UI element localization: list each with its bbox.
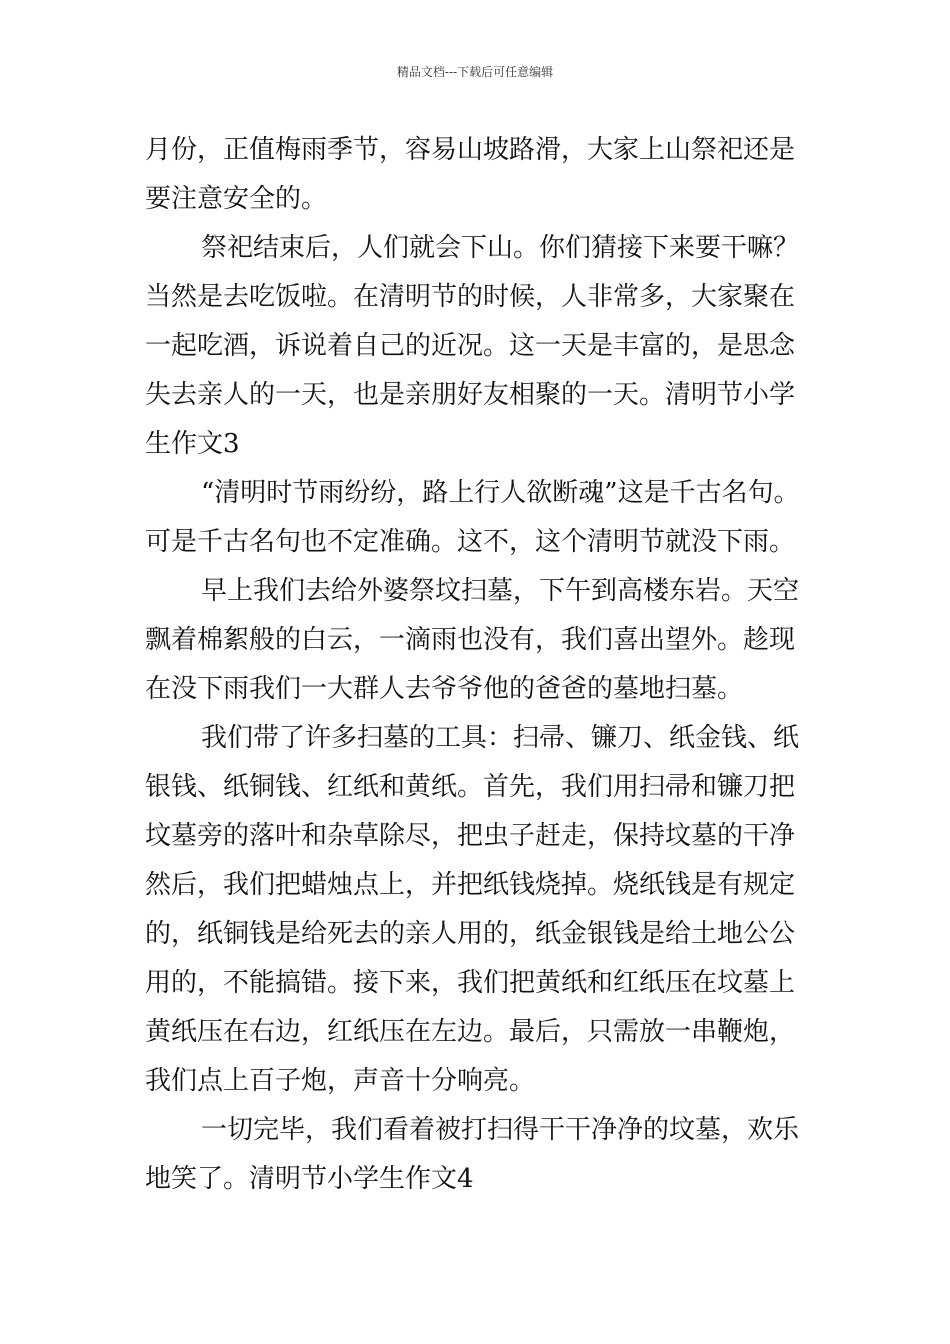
text-line: 用的，不能搞错。接下来，我们把黄纸和红纸压在坟墓上 — [145, 968, 796, 998]
paragraph-start-line: “清明时节雨纷纷，路上行人欲断魂”这是千古名句。 — [201, 478, 800, 508]
paragraph-start-line: 一切完毕，我们看着被打扫得干干净净的坟墓，欢乐 — [201, 1115, 800, 1145]
text-line: 在没下雨我们一大群人去爷爷他的爸爸的墓地扫墓。 — [145, 674, 744, 704]
text-line: 银钱、纸铜钱、红纸和黄纸。首先，我们用扫帚和镰刀把 — [145, 772, 796, 802]
text-line: 失去亲人的一天，也是亲朋好友相聚的一天。清明节小学 — [145, 380, 796, 410]
text-line: 一起吃酒，诉说着自己的近况。这一天是丰富的，是思念 — [145, 331, 796, 361]
paragraph-start-line: 祭祀结束后，人们就会下山。你们猜接下来要干嘛？ — [201, 233, 800, 263]
text-line: 的，纸铜钱是给死去的亲人用的，纸金银钱是给土地公公 — [145, 919, 796, 949]
paragraph-start-line: 我们带了许多扫墓的工具：扫帚、镰刀、纸金钱、纸 — [201, 723, 800, 753]
text-line: 飘着棉絮般的白云，一滴雨也没有，我们喜出望外。趁现 — [145, 625, 796, 655]
text-line: 黄纸压在右边，红纸压在左边。最后，只需放一串鞭炮， — [145, 1017, 796, 1047]
text-line: 可是千古名句也不定准确。这不，这个清明节就没下雨。 — [145, 527, 796, 557]
text-line: 我们点上百子炮，声音十分响亮。 — [145, 1066, 536, 1096]
text-line: 当然是去吃饭啦。在清明节的时候，人非常多，大家聚在 — [145, 282, 796, 312]
text-line: 然后，我们把蜡烛点上，并把纸钱烧掉。烧纸钱是有规定 — [145, 870, 796, 900]
text-line: 生作文3 — [145, 429, 240, 459]
page-header: 精品文档---下载后可任意编辑 — [396, 65, 554, 79]
text-line: 地笑了。清明节小学生作文4 — [145, 1164, 474, 1194]
text-line: 坟墓旁的落叶和杂草除尽，把虫子赶走，保持坟墓的干净 — [145, 821, 796, 851]
paragraph-start-line: 早上我们去给外婆祭坟扫墓，下午到高楼东岩。天空 — [201, 576, 800, 606]
document-body — [145, 126, 845, 1204]
text-line: 要注意安全的。 — [145, 184, 328, 214]
text-line: 月份，正值梅雨季节，容易山坡路滑，大家上山祭祀还是 — [145, 135, 796, 165]
